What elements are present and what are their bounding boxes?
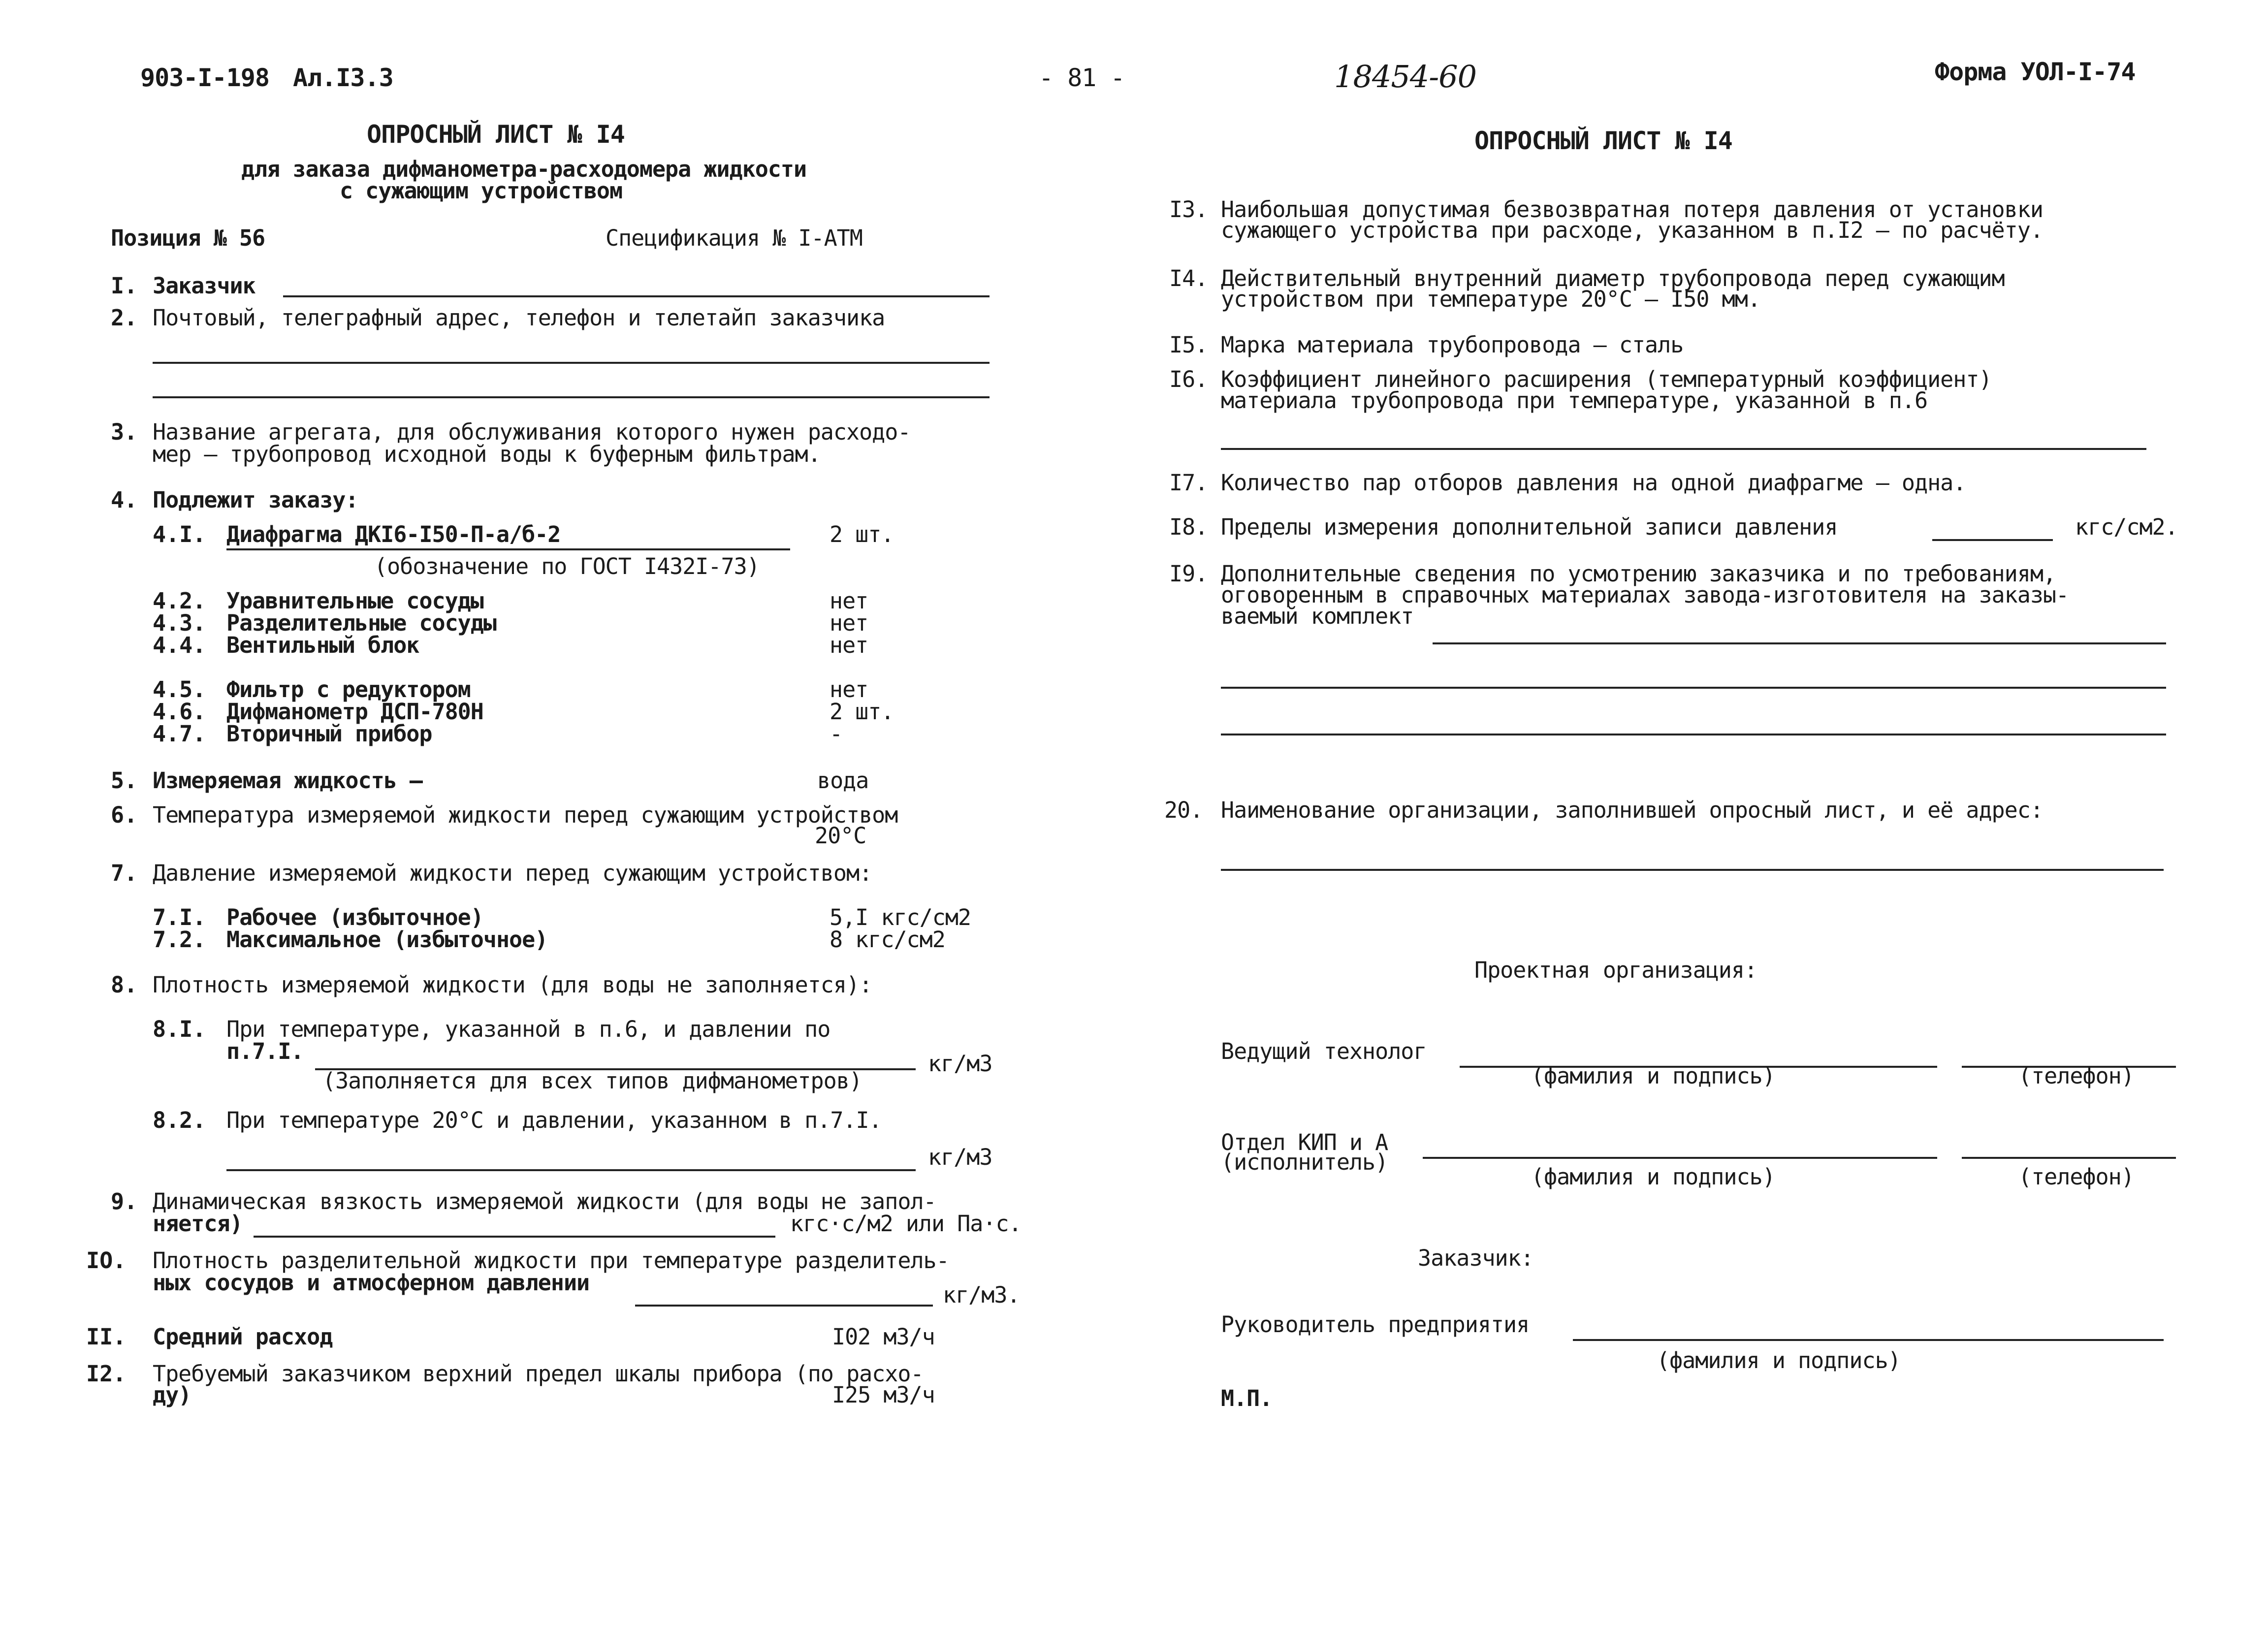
item-13-line-2: сужающего устройства при расходе, указанном в п.I2 – по расчёту. — [1221, 217, 2043, 243]
lead-technologist-phone-note: (телефон) — [2018, 1063, 2134, 1089]
item-4-4-text: Вентильный блок — [226, 632, 419, 658]
item-20-number: 20. — [1164, 797, 1203, 823]
left-subtitle-1: для заказа дифманометра-расходомера жидкости — [241, 156, 807, 182]
item-7-2-text: Максимальное (избыточное) — [226, 926, 548, 953]
item-16-line-2: материала трубопровода при температуре, указанной в п.6 — [1221, 387, 1928, 414]
item-1-text: Заказчик — [153, 273, 256, 299]
item-19-number: I9. — [1169, 561, 1208, 587]
item-18-unit: кгс/см2. — [2075, 514, 2178, 540]
item-14-line-2: устройством при температуре 20°С – I50 мм. — [1221, 286, 1760, 312]
item-16-number: I6. — [1169, 366, 1208, 392]
item-4-4-value: нет — [830, 632, 868, 658]
item-19-line-1: Дополнительные сведения по усмотрению заказчика и по требованиям, — [1221, 561, 2056, 587]
item-14-line-1: Действительный внутренний диаметр трубопровода перед сужающим — [1221, 265, 2005, 291]
item-19-line-3: ваемый комплект — [1221, 603, 1414, 629]
item-4-7-number: 4.7. — [153, 721, 206, 747]
lead-technologist-label: Ведущий технолог — [1221, 1038, 1427, 1064]
item-15-number: I5. — [1169, 332, 1208, 358]
customer-field-line — [283, 295, 990, 297]
item-20-text: Наименование организации, заполнившей опросный лист, и её адрес: — [1221, 797, 2043, 823]
item-4-1-text: Диафрагма ДКI6-I50-П-а/б-2 — [226, 522, 790, 550]
item-3-line-1: Название агрегата, для обслуживания которого нужен расходо- — [153, 419, 911, 445]
lead-technologist-sign-note: (фамилия и подпись) — [1531, 1063, 1775, 1089]
kip-phone-line — [1962, 1157, 2176, 1159]
item-4-6-value: 2 шт. — [830, 699, 894, 725]
stamp-place-label: М.П. — [1221, 1385, 1273, 1411]
item-9-number: 9. — [111, 1188, 138, 1214]
item-9-line-2: няется) — [153, 1211, 243, 1237]
item-11-number: II. — [86, 1324, 127, 1350]
item-9-line-1: Динамическая вязкость измеряемой жидкости (для воды не запол- — [153, 1188, 936, 1214]
item-18-text: Пределы измерения дополнительной записи давления — [1221, 514, 1838, 540]
item-8-1-number: 8.I. — [153, 1016, 206, 1042]
item-7-1-number: 7.I. — [153, 904, 206, 930]
item-4-2-value: нет — [830, 588, 868, 614]
item-11-value: I02 м3/ч — [832, 1324, 935, 1350]
separating-fluid-field-line — [635, 1305, 933, 1307]
additional-info-line-1 — [1433, 642, 2166, 644]
design-organization-heading: Проектная организация: — [1474, 957, 1757, 983]
organization-address-line — [1221, 869, 2164, 871]
item-3-number: 3. — [111, 419, 138, 445]
item-12-line-2: ду) — [153, 1382, 192, 1408]
item-3-line-2: мер – трубопровод исходной воды к буферным фильтрам. — [153, 441, 821, 467]
director-signature-line — [1573, 1339, 2164, 1341]
pressure-limits-field-line — [1932, 539, 2053, 541]
viscosity-field-line — [254, 1236, 775, 1238]
item-17-text: Количество пар отборов давления на одной диафрагме – одна. — [1221, 470, 1966, 496]
item-4-7-text: Вторичный прибор — [226, 721, 432, 747]
item-4-6-text: Дифманометр ДСП-780Н — [226, 699, 483, 725]
item-10-number: IO. — [86, 1247, 127, 1274]
page-number: - 81 - — [1039, 64, 1125, 92]
item-13-line-1: Наибольшая допустимая безвозвратная потеря давления от установки — [1221, 196, 2043, 223]
item-4-1-number: 4.I. — [153, 521, 206, 547]
item-12-value: I25 м3/ч — [832, 1382, 935, 1408]
handwritten-number: 18454-60 — [1334, 59, 1477, 95]
item-4-5-text: Фильтр с редуктором — [226, 676, 471, 702]
item-8-1-unit: кг/м3 — [928, 1051, 992, 1077]
item-8-1-line-1: При температуре, указанной в п.6, и давлении по — [226, 1016, 831, 1042]
item-4-2-text: Уравнительные сосуды — [226, 588, 483, 614]
additional-info-line-2 — [1221, 687, 2166, 689]
item-4-6-number: 4.6. — [153, 699, 206, 725]
item-7-2-number: 7.2. — [153, 926, 206, 953]
item-4-number: 4. — [111, 487, 138, 513]
density-field-line-2 — [226, 1169, 916, 1171]
item-14-number: I4. — [1169, 265, 1208, 291]
kip-sign-note: (фамилия и подпись) — [1531, 1164, 1775, 1190]
item-4-1-value: 2 шт. — [830, 521, 894, 547]
item-16-line-1: Коэффициент линейного расширения (температурный коэффициент) — [1221, 366, 1992, 392]
item-4-3-number: 4.3. — [153, 610, 206, 636]
item-8-1-note: (Заполняется для всех типов дифманометров) — [322, 1068, 862, 1094]
item-4-text: Подлежит заказу: — [153, 487, 358, 513]
item-4-1-note: (обозначение по ГОСТ I432I-73) — [374, 553, 760, 579]
document-code: 903-I-198 — [140, 64, 269, 92]
director-label: Руководитель предприятия — [1221, 1311, 1530, 1338]
address-line-2 — [153, 396, 990, 398]
specification-label: Спецификация № I-АТМ — [606, 225, 862, 251]
item-8-2-unit: кг/м3 — [928, 1144, 992, 1170]
item-10-line-1: Плотность разделительной жидкости при температуре разделитель- — [153, 1247, 949, 1274]
item-19-line-2: оговоренным в справочных материалах завода-изготовителя на заказы- — [1221, 582, 2069, 608]
item-4-5-number: 4.5. — [153, 676, 206, 702]
sheet-code: Ал.I3.3 — [293, 64, 393, 92]
item-10-line-2: ных сосудов и атмосферном давлении — [153, 1270, 590, 1296]
item-10-unit: кг/м3. — [943, 1282, 1020, 1308]
position-label: Позиция № 56 — [111, 225, 265, 251]
item-7-1-value: 5,I кгс/см2 — [830, 904, 971, 930]
item-5-value: вода — [817, 767, 869, 794]
item-4-5-value: нет — [830, 676, 868, 702]
item-13-number: I3. — [1169, 196, 1208, 223]
item-4-3-text: Разделительные сосуды — [226, 610, 496, 636]
item-8-text: Плотность измеряемой жидкости (для воды не заполняется): — [153, 972, 872, 998]
director-sign-note: (фамилия и подпись) — [1657, 1347, 1901, 1373]
item-18-number: I8. — [1169, 514, 1208, 540]
item-5-number: 5. — [111, 767, 138, 794]
item-17-number: I7. — [1169, 470, 1208, 496]
item-1-number: I. — [111, 273, 138, 299]
item-5-text: Измеряемая жидкость – — [153, 767, 422, 794]
item-11-text: Средний расход — [153, 1324, 333, 1350]
expansion-coefficient-line — [1221, 448, 2146, 450]
item-4-4-number: 4.4. — [153, 632, 206, 658]
item-12-line-1: Требуемый заказчиком верхний предел шкалы прибора (по расхо- — [153, 1361, 924, 1387]
kip-phone-note: (телефон) — [2018, 1164, 2134, 1190]
item-9-unit: кгс·с/м2 или Па·с. — [790, 1211, 1022, 1237]
form-code: Форма УОЛ-I-74 — [1935, 58, 2136, 86]
item-2-number: 2. — [111, 305, 138, 331]
item-8-number: 8. — [111, 972, 138, 998]
item-4-7-value: - — [830, 721, 843, 747]
kip-department-label: Отдел КИП и А — [1221, 1129, 1388, 1155]
address-line-1 — [153, 362, 990, 364]
item-6-value: 20°С — [815, 823, 866, 849]
item-7-text: Давление измеряемой жидкости перед сужающим устройством: — [153, 860, 872, 886]
item-4-2-number: 4.2. — [153, 588, 206, 614]
additional-info-line-3 — [1221, 734, 2166, 735]
item-6-number: 6. — [111, 802, 138, 828]
item-8-2-line-1: При температуре 20°С и давлении, указанном в п.7.I. — [226, 1107, 882, 1133]
kip-signature-line — [1423, 1157, 1937, 1159]
item-12-number: I2. — [86, 1361, 127, 1387]
item-7-2-value: 8 кгс/см2 — [830, 926, 945, 953]
right-title: ОПРОСНЫЙ ЛИСТ № I4 — [1474, 127, 1732, 155]
item-7-1-text: Рабочее (избыточное) — [226, 904, 483, 930]
left-subtitle-2: с сужающим устройством — [340, 178, 623, 204]
item-15-text: Марка материала трубопровода – сталь — [1221, 332, 1684, 358]
customer-heading: Заказчик: — [1418, 1245, 1533, 1271]
item-8-2-number: 8.2. — [153, 1107, 206, 1133]
left-title: ОПРОСНЫЙ ЛИСТ № I4 — [367, 120, 625, 149]
item-6-text: Температура измеряемой жидкости перед сужающим устройством — [153, 802, 898, 828]
item-7-number: 7. — [111, 860, 138, 886]
item-8-1-line-2: п.7.I. — [226, 1038, 304, 1064]
item-2-text: Почтовый, телеграфный адрес, телефон и телетайп заказчика — [153, 305, 885, 331]
kip-executor-label: (исполнитель) — [1221, 1149, 1388, 1175]
item-4-3-value: нет — [830, 610, 868, 636]
